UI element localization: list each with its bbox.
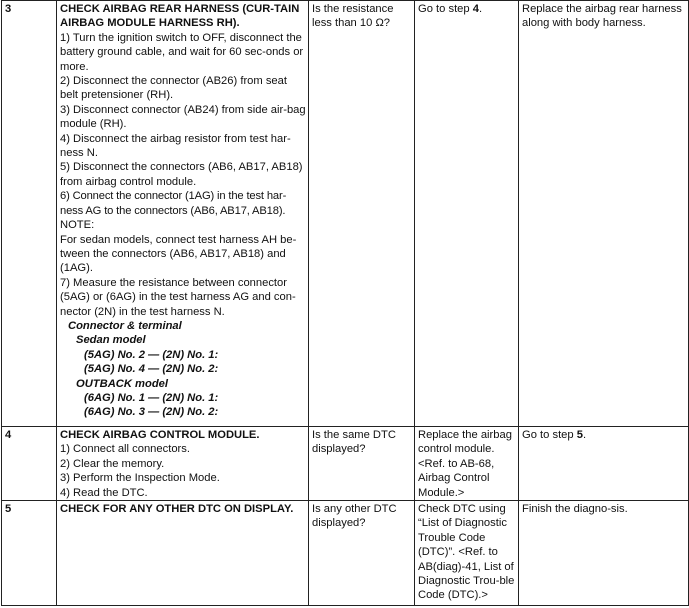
check-cell: [57, 427, 309, 501]
instruction-item: 1) Connect all connectors.: [60, 443, 190, 456]
note-text: For sedan models, connect test harness AH be-tween the connectors (AB6, AB17, AB18) and (1AG).: [60, 233, 297, 275]
terminal-heading: Connector & terminal: [68, 319, 182, 332]
no-cell: Finish the diagno-sis.: [519, 501, 689, 606]
check-cell: [57, 501, 309, 606]
table-row: [2, 427, 689, 501]
step-number: 4: [2, 427, 57, 501]
question-cell: Is any other DTC displayed?: [309, 501, 415, 606]
no-cell: Go to step 5.: [519, 427, 689, 501]
yes-cell: Check DTC using “List of Diagnostic Trouble Code (DTC)”. <Ref. to AB(diag)-41, List of Diagnostic Trou-ble Code (DTC).>: [415, 501, 519, 606]
instruction-item: 3) Perform the Inspection Mode.: [60, 472, 220, 485]
instruction-item: 4) Disconnect the airbag resistor from test har-ness N.: [60, 132, 291, 160]
instruction-item: 2) Disconnect the connector (AB26) from seat belt pretensioner (RH).: [60, 75, 287, 102]
yes-cell: Go to step 4.: [415, 1, 519, 427]
note-label: NOTE:: [60, 219, 95, 232]
terminal-pair: (6AG) No. 1 — (2N) No. 1:: [84, 391, 219, 404]
step-number: 3: [2, 1, 57, 427]
no-cell: Replace the airbag rear harness along with body harness.: [519, 1, 689, 427]
instruction-item: 2) Clear the memory.: [60, 457, 165, 470]
check-title: CHECK FOR ANY OTHER DTC ON DISPLAY.: [60, 503, 294, 516]
instruction-item: 4) Read the DTC.: [60, 486, 148, 499]
instruction-item: 3) Disconnect connector (AB24) from side air-bag module (RH).: [60, 103, 306, 131]
table-row: [2, 501, 689, 606]
diagnostic-table: [1, 0, 689, 606]
yes-cell: Replace the airbag control module. <Ref. to AB-68, Airbag Control Module.>: [415, 427, 519, 501]
instruction-item: 5) Disconnect the connectors (AB6, AB17, AB18) from airbag control module.: [60, 161, 303, 188]
table-row: [2, 1, 689, 427]
check-title: CHECK AIRBAG REAR HARNESS (CUR-TAIN AIRBAG MODULE HARNESS RH).: [60, 3, 300, 30]
outback-model-label: OUTBACK model: [76, 377, 168, 390]
sedan-model-label: Sedan model: [76, 334, 146, 347]
terminal-pair: (5AG) No. 4 — (2N) No. 2:: [84, 363, 219, 376]
question-cell: Is the same DTC displayed?: [309, 427, 415, 501]
instruction-item: 7) Measure the resistance between connector (5AG) or (6AG) in the test harness AG and con-nector (2N) in the test harness N.: [60, 276, 296, 318]
instruction-item: 1) Turn the ignition switch to OFF, disconnect the battery ground cable, and wait for 60 sec-onds or more.: [60, 31, 304, 73]
question-cell: Is the resistance less than 10 Ω?: [309, 1, 415, 427]
check-title: CHECK AIRBAG CONTROL MODULE.: [60, 429, 260, 441]
terminal-pair: (6AG) No. 3 — (2N) No. 2:: [84, 406, 219, 419]
check-cell: [57, 1, 309, 427]
instruction-item: 6) Connect the connector (1AG) in the test har-ness AG to the connectors (AB6, AB17, AB18).: [60, 190, 287, 217]
step-number: 5: [2, 501, 57, 606]
terminal-pair: (5AG) No. 2 — (2N) No. 1:: [84, 348, 219, 361]
